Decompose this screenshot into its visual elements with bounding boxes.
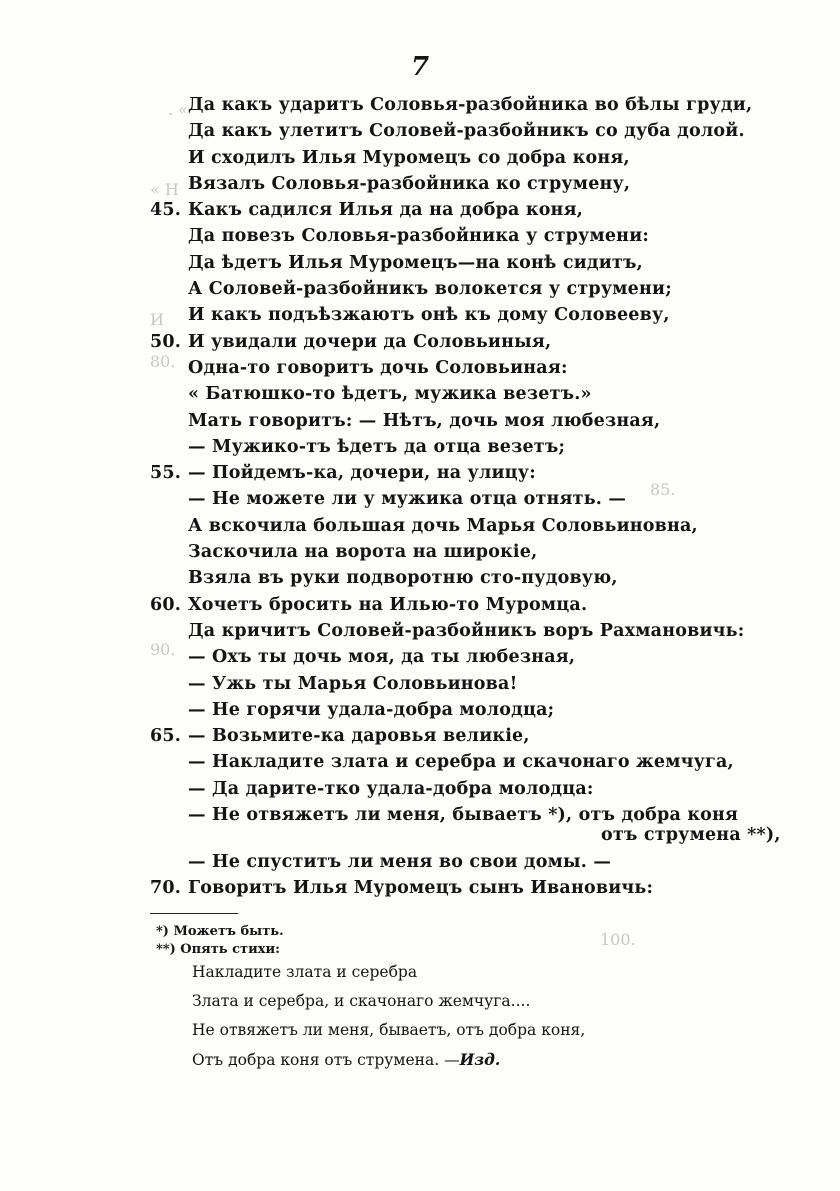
verse-line — [0, 565, 840, 591]
verse-line — [0, 276, 840, 302]
page-number: 7 — [410, 52, 430, 82]
bleed-through-decoration: 100. — [600, 930, 636, 949]
verse-text: Говоритъ Илья Муромецъ сынъ Ивановичь: — [188, 878, 654, 899]
verse-text: И увидали дочери да Соловьиныя, — [188, 331, 552, 352]
verse-line — [0, 875, 840, 901]
line-number: 55. — [150, 463, 182, 484]
verse-text: — Накладите злата и серебра и скачонаго жемчуга, — [188, 752, 734, 773]
verse-text: — Не спуститъ ли меня во свои домы. — — [188, 852, 612, 873]
verse-line — [0, 776, 840, 802]
quoted-verse-line — [0, 1045, 840, 1074]
verse-text: — Не можете ли у мужика отца отнять. — — [188, 489, 627, 510]
footnote — [156, 942, 280, 957]
verse-line — [0, 118, 840, 144]
verse-text: Какъ садился Илья да на добра коня, — [188, 200, 583, 221]
line-number: 45. — [150, 200, 182, 221]
quoted-verse-text: Не отвяжетъ ли меня, бываетъ, отъ добра коня, — [192, 1021, 586, 1039]
verse-text: — Да дарите-тко удала-добра молодца: — [188, 778, 594, 799]
quoted-verse-line — [0, 987, 840, 1016]
verse-line — [0, 197, 840, 223]
verse-text: Да какъ улетитъ Соловей-разбойникъ со дуба долой. — [188, 121, 745, 142]
verse-text: Да кричитъ Соловей-разбойникъ воръ Рахмановичь: — [188, 620, 745, 641]
footnote-mark: *) — [156, 924, 169, 939]
verse-line — [0, 381, 840, 407]
verse-line — [0, 171, 840, 197]
verse-line — [0, 644, 840, 670]
verse-text: Хочетъ бросить на Илью-то Муромца. — [188, 594, 588, 615]
verse-text: А Соловей-разбойникъ волокется у струмени; — [188, 279, 672, 300]
verse-line — [0, 486, 840, 512]
bleed-through-decoration: 90. — [150, 640, 176, 659]
verse-line — [0, 250, 840, 276]
quoted-verse-line — [0, 958, 840, 987]
bleed-through-decoration: И — [150, 310, 164, 329]
footnote-text: Можетъ быть. — [173, 924, 284, 939]
verse-text: — Ужь ты Марья Соловьинова! — [188, 673, 518, 694]
line-number: 70. — [150, 878, 182, 899]
verse-text: Вязалъ Соловья-разбойника ко струмену, — [188, 173, 631, 194]
line-number: 50. — [150, 331, 182, 352]
verse-line — [0, 408, 840, 434]
verse-line — [0, 671, 840, 697]
verse-line — [0, 145, 840, 171]
verse-text: И сходилъ Илья Муромецъ со добра коня, — [188, 147, 630, 168]
quoted-verse-text: Отъ добра коня отъ струмена. — — [192, 1051, 460, 1069]
verse-line — [0, 513, 840, 539]
verse-text: — Возьмите-ка даровья великіе, — [188, 726, 530, 747]
verse-continuation: отъ струмена **), — [601, 825, 781, 846]
quoted-verse-line — [0, 1016, 840, 1045]
verse-line — [0, 460, 840, 486]
quoted-verse-text: Накладите злата и серебра — [192, 963, 418, 981]
verse-line — [0, 355, 840, 381]
verse-text: Мать говоритъ: — Нѣтъ, дочь моя любезная, — [188, 410, 661, 431]
verse-text: И какъ подъѣзжаютъ онѣ къ дому Соловееву, — [188, 305, 670, 326]
verse-line — [0, 849, 840, 875]
bleed-through-decoration: . « — [168, 100, 188, 119]
verse-line — [0, 302, 840, 328]
line-number: 65. — [150, 726, 182, 747]
editor-note: Изд. — [459, 1050, 501, 1069]
verse-line — [0, 539, 840, 565]
verse-text: — Охъ ты дочь моя, да ты любезная, — [188, 647, 576, 668]
quoted-verse-text: Злата и серебра, и скачонаго жемчуга.... — [192, 992, 531, 1010]
bleed-through-decoration: 85. — [650, 480, 676, 499]
verse-text: Взяла въ руки подворотню сто-пудовую, — [188, 568, 618, 589]
verse-line — [0, 92, 840, 118]
poem-verses — [0, 92, 840, 902]
verse-line — [0, 434, 840, 460]
verse-text: — Не отвяжетъ ли меня, бываетъ *), отъ добра коня — [188, 805, 739, 826]
verse-line — [0, 802, 840, 849]
footnote-mark: **) — [156, 942, 176, 957]
footnote-text: Опять стихи: — [180, 942, 280, 957]
verse-text: Да повезъ Соловья-разбойника у струмени: — [188, 226, 650, 247]
verse-line — [0, 223, 840, 249]
verse-text: Да какъ ударитъ Соловья-разбойника во бѣлы груди, — [188, 95, 753, 115]
verse-line — [0, 618, 840, 644]
bleed-through-decoration: « Н — [150, 180, 179, 199]
verse-line — [0, 723, 840, 749]
verse-line — [0, 697, 840, 723]
verse-text: « Батюшко-то ѣдетъ, мужика везетъ.» — [188, 384, 592, 405]
verse-line — [0, 329, 840, 355]
verse-text: Одна-то говоритъ дочь Соловьиная: — [188, 357, 568, 378]
bleed-through-decoration: 80. — [150, 352, 176, 371]
footnote — [156, 924, 284, 939]
verse-text: — Пойдемъ-ка, дочери, на улицу: — [188, 463, 536, 484]
verse-text: Да ѣдетъ Илья Муромецъ—на конѣ сидитъ, — [188, 252, 643, 273]
verse-text: Заскочила на ворота на широкіе, — [188, 542, 538, 563]
verse-text: — Мужико-тъ ѣдетъ да отца везетъ; — [188, 436, 566, 457]
footnote-quoted-verses — [0, 958, 840, 1074]
footnote-divider — [150, 913, 238, 914]
verse-text: — Не горячи удала-добра молодца; — [188, 699, 555, 720]
verse-line — [0, 592, 840, 618]
line-number: 60. — [150, 594, 182, 615]
verse-line — [0, 749, 840, 775]
verse-text: А вскочила большая дочь Марья Соловьиновна, — [188, 515, 698, 536]
